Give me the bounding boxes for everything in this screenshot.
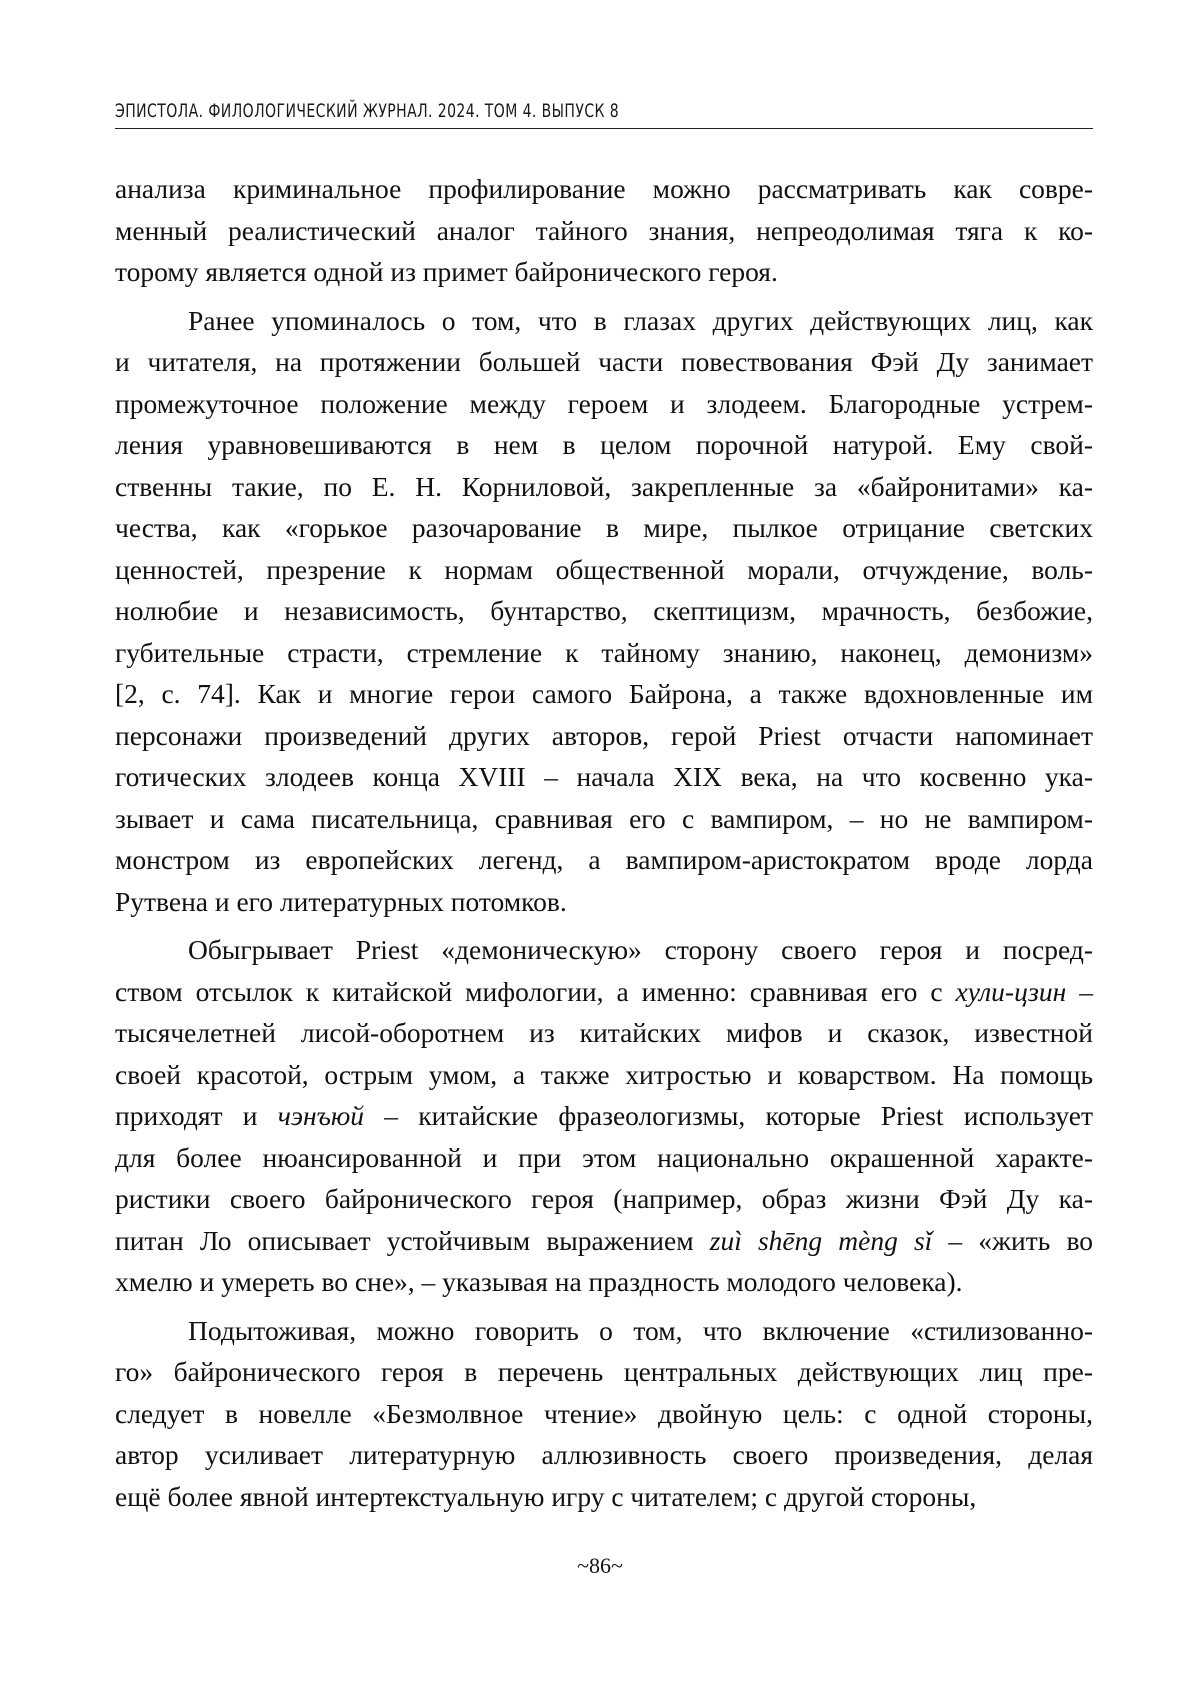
text-line: зывает и сама писательница, сравнивая его с вампиром, – но не вампиром- bbox=[115, 802, 1093, 834]
text-line: промежуточное положение между героем и злодеем. Благородные устрем- bbox=[115, 387, 1093, 419]
text-line: и читателя, на протяжении большей части повествования Фэй Ду занимает bbox=[115, 346, 1093, 377]
text-line: хмелю и умереть во сне», – указывая на праздность молодого человека). bbox=[115, 1266, 963, 1297]
text-line: го» байронического героя в перечень центральных действующих лиц пре- bbox=[115, 1356, 1093, 1387]
body-text bbox=[115, 168, 1093, 1517]
text-line: ценностей, презрение к нормам общественной морали, отчуждение, воль- bbox=[115, 553, 1093, 585]
paragraph bbox=[115, 168, 1093, 293]
text-line: приходят и чэнъюй – китайские фразеологизмы, которые Priest использует bbox=[115, 1100, 1093, 1131]
text-line: питан Ло описывает устойчивым выражением zuì shēng mèng sǐ – «жить во bbox=[115, 1224, 1093, 1256]
running-head: ЭПИСТОЛА. ФИЛОЛОГИЧЕСКИЙ ЖУРНАЛ. 2024. ТОМ 4. ВЫПУСК 8 bbox=[115, 100, 620, 122]
text-line: Ранее упоминалось о том, что в глазах других действующих лиц, как bbox=[188, 304, 1093, 336]
text-line: торому является одной из примет байронического героя. bbox=[115, 256, 778, 287]
page-number: ~86~ bbox=[577, 1553, 623, 1578]
text-line: тысячелетней лисой-оборотнем из китайских мифов и сказок, известной bbox=[115, 1017, 1093, 1048]
text-line: нолюбие и независимость, бунтарство, скептицизм, мрачность, безбожие, bbox=[115, 595, 1093, 626]
text-line: своей красотой, острым умом, а также хитростью и коварством. На помощь bbox=[115, 1058, 1093, 1090]
text-line: Обыгрывает Priest «демоническую» сторону своего героя и посред- bbox=[188, 934, 1093, 965]
text-line: ления уравновешиваются в нем в целом порочной натурой. Ему свой- bbox=[115, 429, 1093, 460]
text-line: готических злодеев конца XVIII – начала XIX века, на что косвенно ука- bbox=[115, 761, 1093, 792]
text-line: монстром из европейских легенд, а вампиром-аристократом вроде лорда bbox=[115, 844, 1093, 875]
text-line: автор усиливает литературную аллюзивность своего произведения, делая bbox=[115, 1439, 1093, 1470]
text-line: ством отсылок к китайской мифологии, а именно: сравнивая его с хули-цзин – bbox=[115, 975, 1093, 1007]
text-line: следует в новелле «Безмолвное чтение» двойную цель: с одной стороны, bbox=[115, 1397, 1093, 1429]
text-line: губительные страсти, стремление к тайному знанию, наконец, демонизм» bbox=[115, 636, 1093, 668]
paragraph bbox=[115, 929, 1093, 1303]
text-line: ственны такие, по Е. Н. Корниловой, закрепленные за «байронитами» ка- bbox=[115, 470, 1093, 502]
paragraph bbox=[115, 1310, 1093, 1518]
text-line: Рутвена и его литературных потомков. bbox=[115, 885, 567, 917]
text-line: персонажи произведений других авторов, герой Priest отчасти напоминает bbox=[115, 719, 1093, 751]
text-line: для более нюансированной и при этом национально окрашенной характе- bbox=[115, 1141, 1093, 1173]
text-line: ещё более явной интертекстуальную игру с читателем; с другой стороны, bbox=[115, 1480, 977, 1512]
text-line: ристики своего байронического героя (например, образ жизни Фэй Ду ка- bbox=[115, 1183, 1093, 1214]
paragraph bbox=[115, 300, 1093, 923]
text-line: чества, как «горькое разочарование в мире, пылкое отрицание светских bbox=[115, 512, 1093, 543]
text-line: менный реалистический аналог тайного знания, непреодолимая тяга к ко- bbox=[115, 214, 1093, 246]
text-line: [2, с. 74]. Как и многие герои самого Байрона, а также вдохновленные им bbox=[115, 678, 1093, 709]
header-rule bbox=[115, 128, 1093, 129]
text-line: Подытоживая, можно говорить о том, что включение «стилизованно- bbox=[188, 1314, 1093, 1346]
text-line: анализа криминальное профилирование можно рассматривать как совре- bbox=[115, 173, 1093, 204]
